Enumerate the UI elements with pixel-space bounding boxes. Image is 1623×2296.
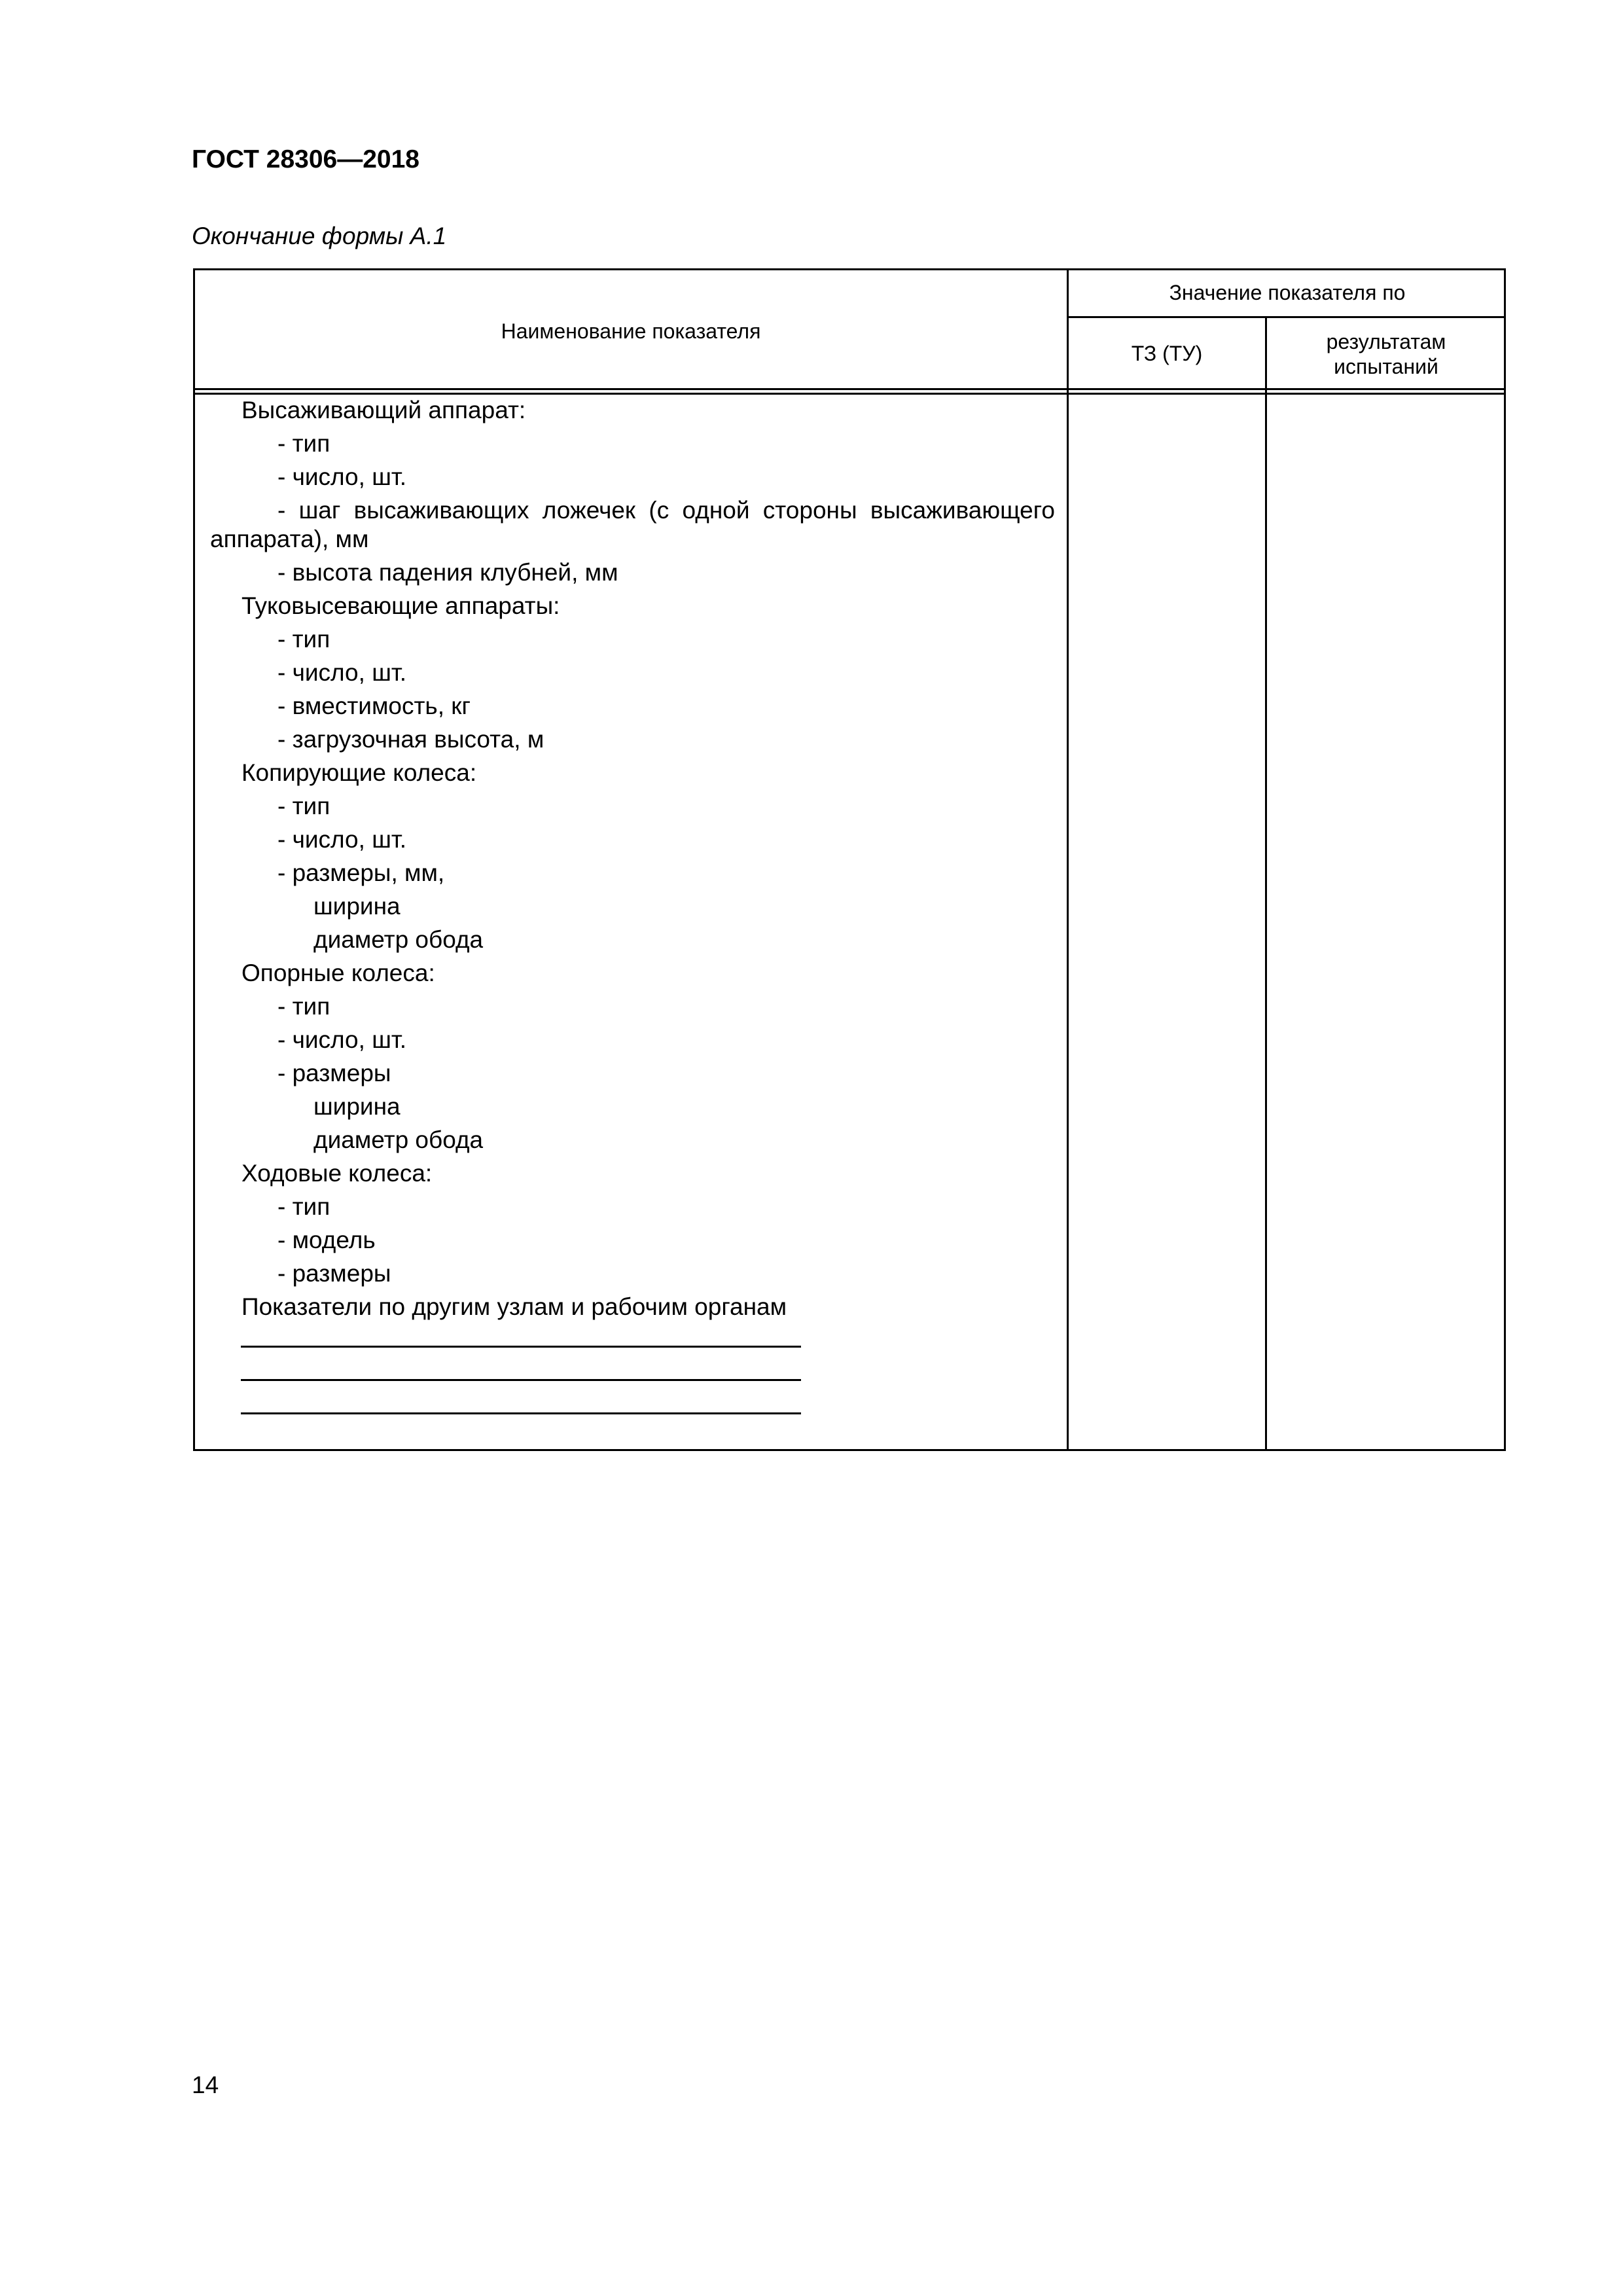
column-header-value-group: Значение показателя по [1169,281,1406,304]
list-item: ширина [313,1093,401,1120]
list-item: - вместимость, кг [277,692,471,719]
list-item: - число, шт. [277,659,406,686]
list-item: - размеры [277,1260,391,1287]
form-caption: Окончание формы А.1 [192,223,447,249]
list-item: - тип [277,993,330,1020]
list-item: - тип [277,626,330,653]
list-item: Показатели по другим узлам и рабочим органам [241,1293,787,1320]
list-item: Ходовые колеса: [241,1160,433,1187]
page-number: 14 [192,2072,219,2098]
indicator-form-table [193,268,1506,1451]
list-item: - число, шт. [277,1026,406,1053]
blank-fill-line [241,1412,801,1414]
column-divider-1 [1067,270,1069,1449]
list-item: - размеры [277,1060,391,1086]
list-item: - высота падения клубней, мм [277,559,618,586]
list-item: - тип [277,793,330,819]
list-item: Высаживающий аппарат: [241,397,526,423]
column-divider-2 [1265,317,1267,1449]
list-item: ширина [313,893,401,920]
list-item: диаметр обода [313,1126,484,1153]
header-double-rule-bottom [195,393,1504,395]
list-item: - размеры, мм, [277,859,445,886]
list-item: - тип [277,1193,330,1220]
list-item: Туковысевающие аппараты: [241,592,560,619]
document-header: ГОСТ 28306—2018 [192,145,419,173]
list-item: - модель [277,1227,376,1253]
column-header-results: результатам испытаний [1326,330,1446,378]
list-item: - число, шт. [277,463,406,490]
list-item: - шаг высаживающих ложечек (с одной стороны высаживающего [277,497,1055,524]
column-header-tz: ТЗ (ТУ) [1131,342,1203,365]
list-item: - загрузочная высота, м [277,726,544,753]
header-double-rule-top [195,388,1504,390]
list-item: - тип [277,430,330,457]
list-item: Копирующие колеса: [241,759,477,786]
column-header-indicator-name: Наименование показателя [501,319,761,343]
blank-fill-line [241,1379,801,1381]
blank-fill-line [241,1346,801,1348]
list-item: - число, шт. [277,826,406,853]
list-item: диаметр обода [313,926,484,953]
list-item: аппарата), мм [210,526,369,552]
header-subdivider [1067,316,1504,318]
list-item: Опорные колеса: [241,960,435,986]
